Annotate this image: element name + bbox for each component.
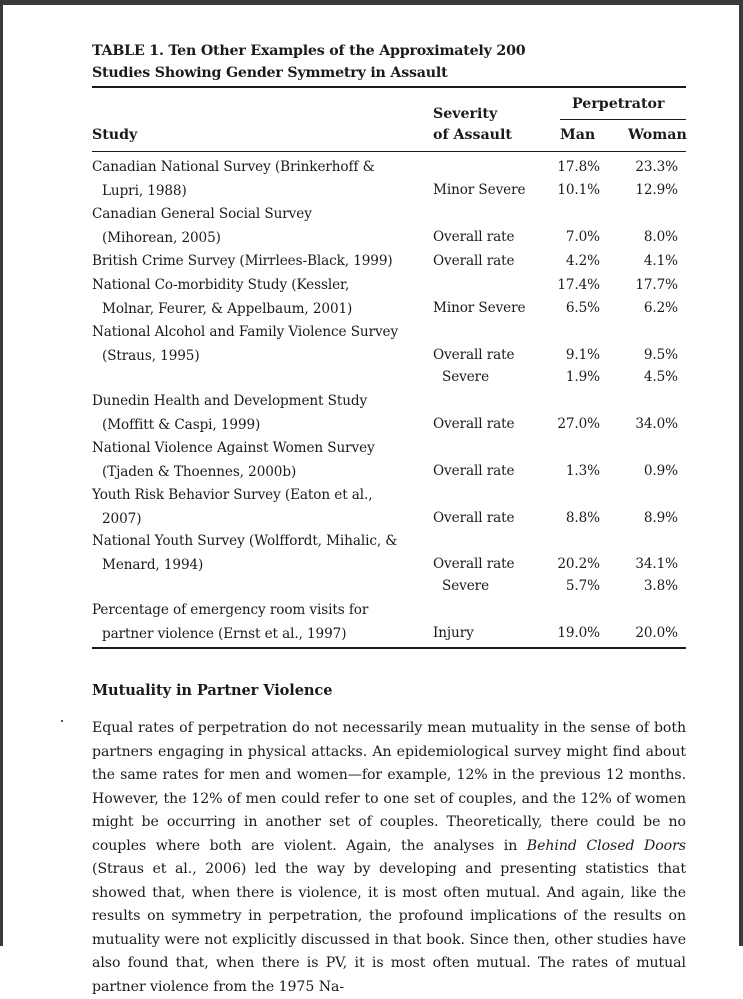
study-line2: (Tjaden & Thoennes, 2000b) xyxy=(102,463,297,480)
woman-cell: 4.1% xyxy=(643,253,678,269)
stray-mark xyxy=(61,720,63,722)
severity-cell: Overall rate xyxy=(433,229,515,245)
header-man: Man xyxy=(560,127,596,143)
woman-cell: 9.5% xyxy=(643,347,678,363)
study-line1: National Violence Against Women Survey xyxy=(92,440,375,456)
window-frame-top xyxy=(0,0,743,5)
woman-cell: 4.5% xyxy=(643,369,678,385)
table-row-study xyxy=(92,437,375,484)
man-cell: 19.0% xyxy=(557,625,600,641)
paragraph-text: (Straus et al., 2006) led the way by developing and presenting statistics that showed that, when there is violence, it is most often mutual. And again, like the results on symmetry in perpetration, the profound implications of the results on mutuality were not explicitly discussed in that book. Since then, other studies have also found that, when there is PV, it is most often mutual. The rates of mutual partner violence from the 1975 Na- xyxy=(92,861,686,995)
severity-cell: Minor Severe xyxy=(433,300,526,316)
table-row-study xyxy=(92,203,312,250)
man-cell: 4.2% xyxy=(565,253,600,269)
table-row-study xyxy=(92,390,367,437)
study-line1: Percentage of emergency room visits for xyxy=(92,602,369,618)
study-line2: (Straus, 1995) xyxy=(102,347,200,364)
header-bottom-rule xyxy=(92,151,686,152)
woman-cell: 6.2% xyxy=(643,300,678,316)
table-bottom-rule xyxy=(92,647,686,649)
woman-cell: 20.0% xyxy=(635,625,678,641)
severity-cell: Overall rate xyxy=(433,347,515,363)
woman-cell: 17.7% xyxy=(635,277,678,293)
man-cell: 5.7% xyxy=(565,578,600,594)
woman-cell: 12.9% xyxy=(635,182,678,198)
table-row-study xyxy=(92,484,372,531)
table-row-study xyxy=(92,250,393,274)
man-cell: 20.2% xyxy=(557,556,600,572)
woman-cell: 34.1% xyxy=(635,556,678,572)
man-cell: 6.5% xyxy=(565,300,600,316)
man-cell: 17.4% xyxy=(557,277,600,293)
severity-cell: Overall rate xyxy=(433,253,515,269)
table-row-study xyxy=(92,599,368,646)
book-title-italic: Behind Closed Doors xyxy=(526,837,686,854)
body-paragraph xyxy=(92,717,686,999)
header-perpetrator: Perpetrator xyxy=(572,96,665,112)
woman-cell: 8.0% xyxy=(643,229,678,245)
table-row-study xyxy=(92,274,352,321)
study-line2: Molnar, Feurer, & Appelbaum, 2001) xyxy=(102,300,353,317)
study-line1: Youth Risk Behavior Survey (Eaton et al., xyxy=(92,487,373,503)
woman-cell: 8.9% xyxy=(643,510,678,526)
man-cell: 27.0% xyxy=(557,416,600,432)
severity-cell: Severe xyxy=(442,369,490,385)
man-cell: 1.3% xyxy=(565,463,600,479)
study-line2: Menard, 1994) xyxy=(102,556,204,573)
severity-cell: Severe xyxy=(442,578,490,594)
table-row-study xyxy=(92,321,398,368)
man-cell: 8.8% xyxy=(565,510,600,526)
study-line1: British Crime Survey (Mirrlees-Black, 1999) xyxy=(92,253,393,269)
severity-cell: Overall rate xyxy=(433,463,515,479)
study-line2: (Mihorean, 2005) xyxy=(102,229,221,246)
table-top-rule xyxy=(92,86,686,88)
study-line2: partner violence (Ernst et al., 1997) xyxy=(102,625,347,642)
study-line2: 2007) xyxy=(102,510,142,527)
perpetrator-rule xyxy=(560,119,686,120)
window-frame-right xyxy=(739,0,743,946)
severity-cell: Overall rate xyxy=(433,416,515,432)
study-line2: Lupri, 1988) xyxy=(102,182,187,199)
man-cell: 17.8% xyxy=(557,159,600,175)
severity-cell: Minor Severe xyxy=(433,182,526,198)
severity-cell: Overall rate xyxy=(433,510,515,526)
study-line1: Canadian General Social Survey xyxy=(92,206,312,222)
study-line2: (Moffitt & Caspi, 1999) xyxy=(102,416,261,433)
table-title-line2: Studies Showing Gender Symmetry in Assault xyxy=(92,65,448,81)
study-line1: National Alcohol and Family Violence Survey xyxy=(92,324,399,340)
section-heading: Mutuality in Partner Violence xyxy=(92,682,333,699)
table-row-study xyxy=(92,530,397,577)
header-study: Study xyxy=(92,127,138,143)
woman-cell: 0.9% xyxy=(643,463,678,479)
man-cell: 7.0% xyxy=(565,229,600,245)
woman-cell: 34.0% xyxy=(635,416,678,432)
severity-cell: Injury xyxy=(433,625,474,641)
header-severity-line2: of Assault xyxy=(433,127,512,143)
paragraph-text: Equal rates of perpetration do not necessarily mean mutuality in the sense of both partners engaging in physical attacks. An epidemiological survey might find about the same rates for men and women—for example, 12% in the previous 12 months. However, the 12% of men could refer to one set of couples, and the 12% of women might be occurring in another set of couples. Theoretically, there could be no couples where both are violent. Again, the analyses in xyxy=(92,720,686,854)
table-row-study xyxy=(92,156,375,203)
man-cell: 9.1% xyxy=(565,347,600,363)
woman-cell: 23.3% xyxy=(635,159,678,175)
study-line1: National Youth Survey (Wolffordt, Mihalic, & xyxy=(92,533,398,549)
man-cell: 1.9% xyxy=(565,369,600,385)
header-woman: Woman xyxy=(628,127,687,143)
study-line1: National Co-morbidity Study (Kessler, xyxy=(92,277,350,293)
woman-cell: 3.8% xyxy=(643,578,678,594)
table-title-line1: TABLE 1. Ten Other Examples of the Approximately 200 xyxy=(92,43,526,59)
study-line1: Dunedin Health and Development Study xyxy=(92,393,368,409)
severity-cell: Overall rate xyxy=(433,556,515,572)
study-line1: Canadian National Survey (Brinkerhoff & xyxy=(92,159,375,175)
header-severity-line1: Severity xyxy=(433,106,498,122)
window-frame-left xyxy=(0,0,3,946)
man-cell: 10.1% xyxy=(557,182,600,198)
table-title xyxy=(92,40,652,84)
